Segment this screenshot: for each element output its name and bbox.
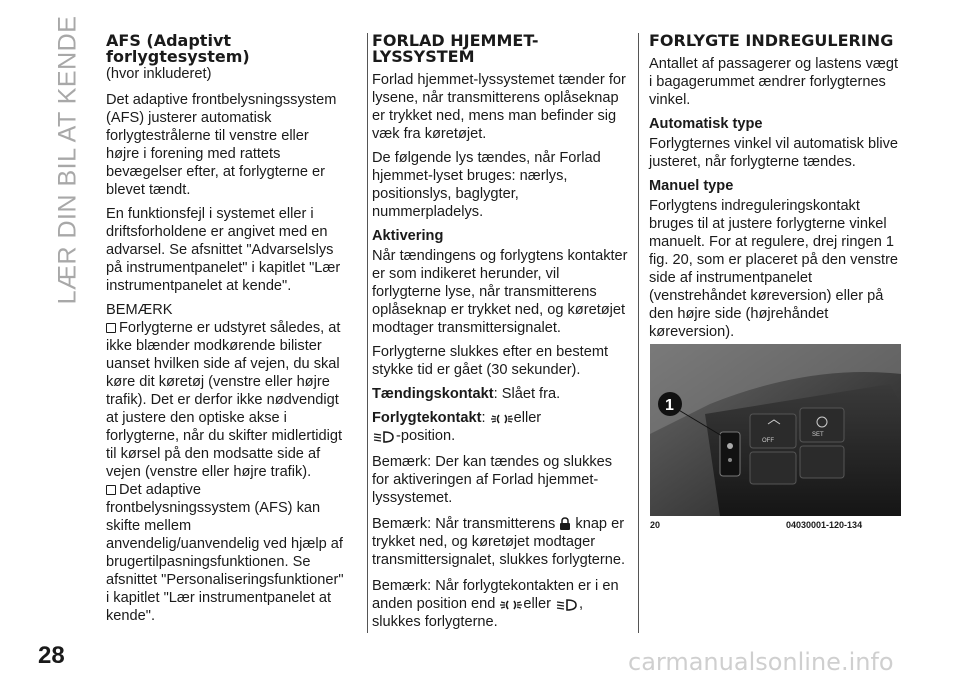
low-beam-icon (372, 430, 396, 444)
dashboard-switch-illustration (650, 344, 901, 516)
page-number: 28 (38, 642, 65, 669)
headlight-suffix: -position. (396, 428, 456, 444)
low-beam-icon (555, 598, 579, 612)
note-2-text: Det adaptive frontbelysningssystem (AFS) kan skifte mellem anvendelig/uanvendelig ved hjælp af brugertilpasningsfunktionen. Se afsnittet "Personaliseringsfunktioner" i kapitlet "Lær instrumentpanelet at kende". (106, 482, 344, 624)
leaving-home-paragraph-2: De følgende lys tændes, når Forlad hjemmet-lyset bruges: nærlys, positionslys, baglygter, nummerpladelys. (372, 150, 601, 220)
figure-number: 20 (650, 520, 661, 530)
switch-label-off: OFF (762, 438, 774, 444)
manual-type-subheading: Manuel type (649, 178, 734, 194)
auto-type-subheading: Automatisk type (649, 116, 763, 132)
switch-label-set: SET (812, 432, 824, 438)
activation-paragraph: Når tændingens og forlygtens kontakter er som indikeret herunder, vil forlygterne lyse, når transmitterens oplåseknap er trykket ned, og køretøjet modtager transmittersignalet. (372, 248, 628, 336)
section-side-title (38, 15, 98, 305)
activation-paragraph-2: Forlygterne slukkes efter en bestemt stykke tid er gået (30 sekunder). (372, 344, 609, 378)
remark-3 (372, 577, 628, 631)
remark-3-text-b: , slukkes forlygterne. (372, 596, 584, 630)
leaving-home-section (372, 33, 628, 637)
headlight-leveling-section (649, 33, 901, 347)
book-icon (106, 323, 116, 333)
figure-callout-1: 1 (665, 397, 674, 414)
manual-type-paragraph: Forlygtens indreguleringskontakt bruges til at justere forlygterne vinkel manuelt. For at regulere, drej ringen 1 fig. 20, som er placeret på den venstre side af instrumentpanelet (venstrehåndet køreversion) eller på den højre side (højrehåndet køreversion). (649, 198, 899, 340)
position-lamp-icon (499, 598, 523, 612)
note-label: BEMÆRK (106, 302, 173, 318)
book-icon (106, 485, 116, 495)
remark-1: Bemærk: Der kan tændes og slukkes for aktiveringen af Forlad hjemmet-lyssystemet. (372, 454, 613, 506)
section-title-text: LÆR DIN BIL AT KENDE (53, 15, 82, 305)
headlight-switch-line (372, 409, 628, 445)
lock-icon (559, 517, 571, 531)
figure-20 (650, 344, 901, 516)
figure-code: 04030001-120-134 (786, 520, 863, 530)
leveling-heading: FORLYGTE INDREGULERING (649, 31, 894, 50)
ignition-value: : Slået fra. (493, 386, 561, 402)
watermark-text: carmanualsonline.info (628, 648, 894, 676)
afs-paragraph-1: Det adaptive frontbelysningssystem (AFS) justerer automatisk forlygtestrålerne til venstre eller højre i forening med rattets bevægelser efter, at forlygterne er blevet tændt. (106, 92, 337, 198)
headlight-or: eller (513, 410, 542, 426)
ignition-label: Tændingskontakt (372, 386, 494, 402)
leveling-paragraph-1: Antallet af passagerer og lastens vægt i bagagerummet ændrer forlygternes vinkel. (649, 56, 899, 108)
leaving-home-heading: FORLAD HJEMMET-LYSSYSTEM (372, 31, 539, 66)
leaving-home-paragraph-1: Forlad hjemmet-lyssystemet tænder for lysene, når transmitterens oplåseknap er trykket ned, mens man befinder sig væk fra køretøjet. (372, 72, 626, 142)
activation-subheading: Aktivering (372, 228, 444, 244)
auto-type-paragraph: Forlygternes vinkel vil automatisk blive justeret, når forlygterne tændes. (649, 136, 898, 170)
afs-paragraph-2: En funktionsfejl i systemet eller i driftsforholdene er angivet med en advarsel. Se afsnittet "Advarselslys på instrumentpanelet" i kapitlet "Lær instrumentpanelet at kende". (106, 206, 341, 294)
afs-subheading: (hvor inkluderet) (106, 66, 212, 82)
headlight-label: Forlygtekontakt (372, 410, 482, 426)
afs-section (106, 33, 346, 625)
remark-2-text-a: Bemærk: Når transmitterens (372, 516, 556, 532)
position-lamp-icon (490, 412, 514, 426)
note-2 (106, 481, 346, 625)
column-divider-1 (367, 33, 368, 633)
remark-2 (372, 515, 628, 569)
column-divider-2 (638, 33, 639, 633)
remark-2-text-b: knap er trykket ned, og køretøjet modtager transmittersignalet, slukkes forlygterne. (372, 516, 626, 568)
ignition-switch-line (372, 385, 628, 403)
note-1-text: Forlygterne er udstyret således, at ikke blænder modkørende bilister uanset hvilken side af vejen, du skal køre dit køretøj (venstre eller højre trafik). Det er derfor ikke nødvendigt at justere den optiske akse i forlygterne, når du skifter midlertidigt til kørsel på den modsatte side af vejen (venstre eller højre trafik). (106, 320, 343, 480)
remark-3-or: eller (523, 596, 551, 612)
headlight-colon: : (481, 410, 486, 426)
remark-3-text-a: Bemærk: Når forlygtekontakten er i en anden position end (372, 578, 619, 612)
afs-heading: AFS (Adaptivt forlygtesystem) (106, 31, 250, 66)
note-1 (106, 319, 346, 481)
